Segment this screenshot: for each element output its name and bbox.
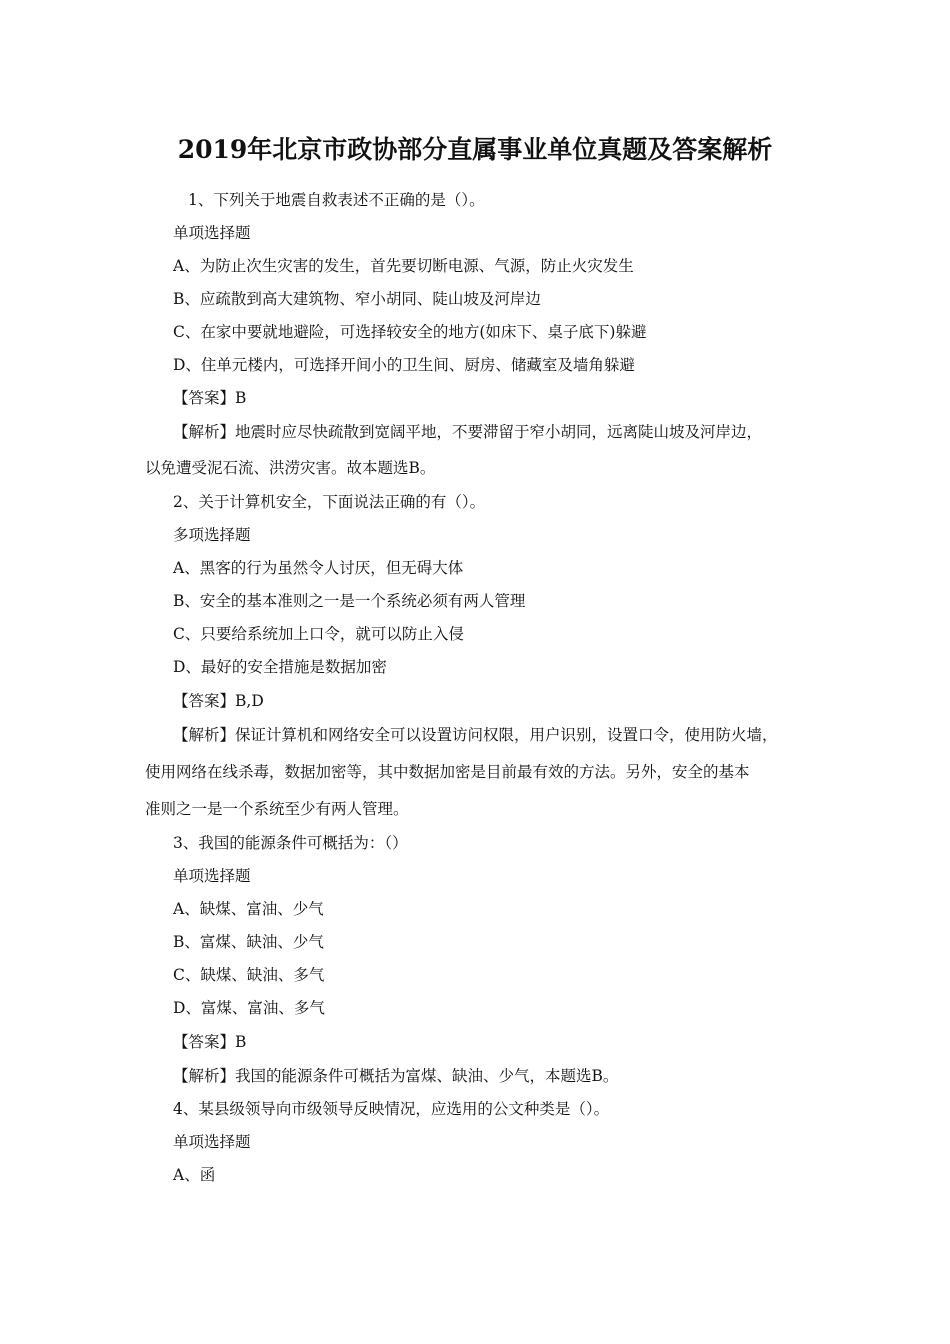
analysis-line: 【解析】地震时应尽快疏散到宽阔平地，不要滞留于窄小胡同，远离陡山坡及河岸边， bbox=[173, 423, 763, 441]
page-title: 2019年北京市政协部分直属事业单位真题及答案解析 bbox=[177, 135, 773, 164]
question-type: 单项选择题 bbox=[173, 1133, 251, 1151]
option-item: A、函 bbox=[173, 1166, 216, 1184]
analysis-line: 以免遭受泥石流、洪涝灾害。故本题选B。 bbox=[145, 459, 436, 477]
question-stem: 4、某县级领导向市级领导反映情况，应选用的公文种类是（）。 bbox=[173, 1100, 610, 1118]
question-stem: 2、关于计算机安全，下面说法正确的有（）。 bbox=[173, 493, 486, 511]
option-item: A、黑客的行为虽然令人讨厌，但无碍大体 bbox=[173, 559, 464, 577]
question-type: 单项选择题 bbox=[173, 224, 251, 242]
option-item: C、只要给系统加上口令，就可以防止入侵 bbox=[173, 625, 464, 643]
answer-line: 【答案】B bbox=[173, 389, 247, 407]
option-item: D、住单元楼内，可选择开间小的卫生间、厨房、储藏室及墙角躲避 bbox=[173, 356, 635, 374]
answer-line: 【答案】B bbox=[173, 1033, 247, 1051]
analysis-line: 【解析】我国的能源条件可概括为富煤、缺油、少气，本题选B。 bbox=[173, 1067, 619, 1085]
option-item: B、安全的基本准则之一是一个系统必须有两人管理 bbox=[173, 592, 526, 610]
option-item: D、最好的安全措施是数据加密 bbox=[173, 658, 387, 676]
option-item: D、富煤、富油、多气 bbox=[173, 999, 325, 1017]
option-item: A、为防止次生灾害的发生，首先要切断电源、气源，防止火灾发生 bbox=[173, 257, 634, 275]
answer-line: 【答案】B,D bbox=[173, 692, 264, 710]
option-item: A、缺煤、富油、少气 bbox=[173, 900, 324, 918]
question-type: 多项选择题 bbox=[173, 526, 251, 544]
question-type: 单项选择题 bbox=[173, 867, 251, 885]
question-stem: 3、我国的能源条件可概括为：（） bbox=[173, 834, 408, 852]
question-stem: 1、下列关于地震自救表述不正确的是（）。 bbox=[188, 191, 485, 209]
analysis-line: 使用网络在线杀毒，数据加密等，其中数据加密是目前最有效的方法。另外，安全的基本 bbox=[145, 763, 750, 781]
option-item: B、富煤、缺油、少气 bbox=[173, 933, 324, 951]
option-item: B、应疏散到高大建筑物、窄小胡同、陡山坡及河岸边 bbox=[173, 290, 541, 308]
analysis-line: 【解析】保证计算机和网络安全可以设置访问权限，用户识别，设置口令，使用防火墙， bbox=[173, 726, 778, 744]
option-item: C、在家中要就地避险，可选择较安全的地方(如床下、桌子底下)躲避 bbox=[173, 323, 647, 341]
option-item: C、缺煤、缺油、多气 bbox=[173, 966, 325, 984]
analysis-line: 准则之一是一个系统至少有两人管理。 bbox=[145, 800, 409, 818]
